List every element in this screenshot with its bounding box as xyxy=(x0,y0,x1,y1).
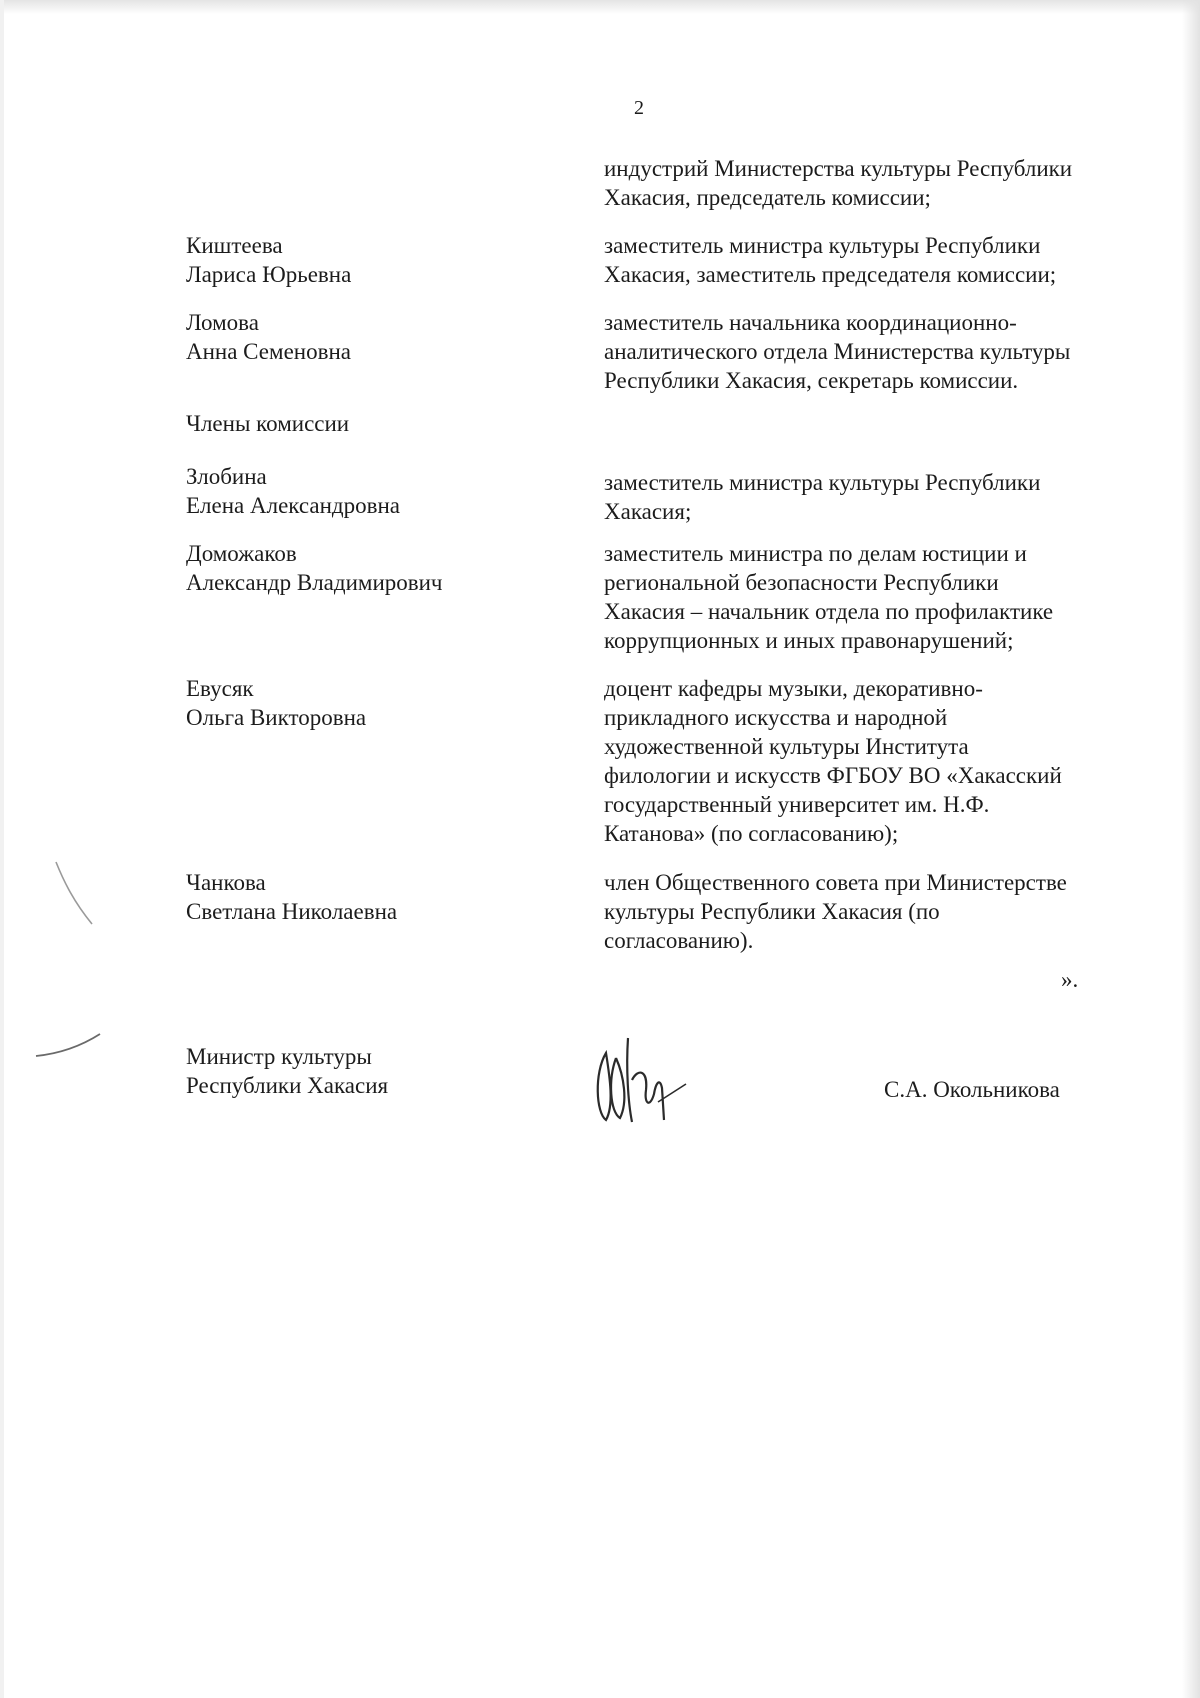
description-line: государственный университет им. Н.Ф. xyxy=(604,792,990,817)
member-given-names: Светлана Николаевна xyxy=(186,899,398,924)
description-line: Хакасия – начальник отдела по профилактике xyxy=(604,599,1054,624)
member-given-names: Александр Владимирович xyxy=(186,570,443,595)
description-line: Республики Хакасия, секретарь комиссии. xyxy=(604,368,1019,393)
minister-title-line: Министр культуры xyxy=(186,1044,372,1069)
scan-edge-top xyxy=(0,0,1200,14)
closing-quote: ». xyxy=(1061,967,1079,992)
description-line: член Общественного совета при Министерстве xyxy=(604,870,1067,895)
signer-name: С.А. Окольникова xyxy=(884,1077,1060,1102)
member-surname: Чанкова xyxy=(186,870,266,895)
description-line: аналитического отдела Министерства культуры xyxy=(604,339,1071,364)
description-line: прикладного искусства и народной xyxy=(604,705,948,730)
member-name xyxy=(186,674,566,732)
member-description xyxy=(604,231,1124,289)
description-line: Хакасия, председатель комиссии; xyxy=(604,185,931,210)
member-description xyxy=(604,674,1124,848)
description-line: коррупционных и иных правонарушений; xyxy=(604,628,1014,653)
member-name xyxy=(186,231,566,289)
description-line: культуры Республики Хакасия (по xyxy=(604,899,940,924)
member-given-names: Лариса Юрьевна xyxy=(186,262,352,287)
description-line: доцент кафедры музыки, декоративно- xyxy=(604,676,983,701)
scan-edge-right xyxy=(1182,0,1200,1698)
description-line: согласованию). xyxy=(604,928,754,953)
description-line: заместитель начальника координационно- xyxy=(604,310,1017,335)
member-given-names: Анна Семеновна xyxy=(186,339,351,364)
member-given-names: Ольга Викторовна xyxy=(186,705,367,730)
members-section-label: Члены комиссии xyxy=(186,411,350,436)
member-description xyxy=(604,539,1124,655)
member-given-names: Елена Александровна xyxy=(186,493,400,518)
minister-title-line: Республики Хакасия xyxy=(186,1073,389,1098)
description-line: заместитель министра культуры Республики xyxy=(604,233,1041,258)
member-name xyxy=(186,539,566,597)
member-name xyxy=(186,868,566,926)
member-description xyxy=(604,154,1124,212)
member-surname: Злобина xyxy=(186,464,267,489)
margin-scribble-mark xyxy=(34,1030,104,1060)
margin-scribble-mark xyxy=(52,858,102,928)
member-description xyxy=(604,468,1124,526)
description-line: заместитель министра культуры Республики xyxy=(604,470,1041,495)
description-line: Хакасия, заместитель председателя комиссии; xyxy=(604,262,1057,287)
member-surname: Ломова xyxy=(186,310,259,335)
member-surname: Киштеева xyxy=(186,233,283,258)
member-name xyxy=(186,462,566,520)
page-number: 2 xyxy=(634,97,644,119)
description-line: художественной культуры Института xyxy=(604,734,969,759)
description-line: филологии и искусств ФГБОУ ВО «Хакасский xyxy=(604,763,1062,788)
member-surname: Евусяк xyxy=(186,676,254,701)
minister-title xyxy=(186,1042,388,1100)
description-line: региональной безопасности Республики xyxy=(604,570,999,595)
handwritten-signature xyxy=(588,1018,698,1128)
member-description xyxy=(604,868,1124,955)
description-line: индустрий Министерства культуры Республики xyxy=(604,156,1073,181)
description-line: Катанова» (по согласованию); xyxy=(604,821,899,846)
description-line: заместитель министра по делам юстиции и xyxy=(604,541,1027,566)
description-line: Хакасия; xyxy=(604,499,692,524)
member-surname: Доможаков xyxy=(186,541,297,566)
member-description xyxy=(604,308,1124,395)
scan-edge-left xyxy=(0,0,4,1698)
member-name xyxy=(186,308,566,366)
